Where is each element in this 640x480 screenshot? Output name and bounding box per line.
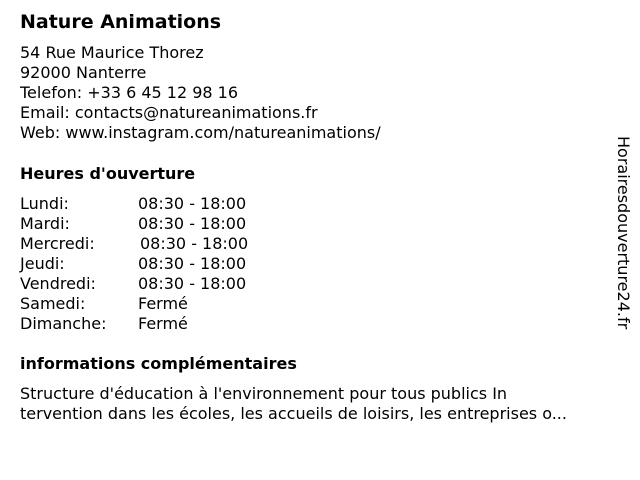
additional-info-text (20, 384, 620, 424)
site-watermark: Horairesdouverture24.fr (614, 136, 633, 330)
day-hours: 08:30 - 18:00 (138, 214, 247, 233)
hours-row-tuesday (20, 214, 320, 234)
day-label: Lundi: (20, 194, 69, 213)
description-line: tervention dans les écoles, les accueils de loisirs, les entreprises o... (20, 404, 567, 423)
email-address: Email: contacts@natureanimations.fr (20, 103, 318, 122)
day-label: Vendredi: (20, 274, 96, 293)
hours-row-friday (20, 274, 320, 294)
day-hours: Fermé (138, 294, 188, 313)
phone-number: Telefon: +33 6 45 12 98 16 (20, 83, 239, 102)
description-line: Structure d'éducation à l'environnement pour tous publics In (20, 384, 508, 403)
day-hours: 08:30 - 18:00 (138, 194, 247, 213)
day-label: Mercredi: (20, 234, 95, 253)
contact-block (20, 43, 381, 143)
day-hours: 08:30 - 18:00 (140, 234, 249, 253)
address-city: 92000 Nanterre (20, 63, 147, 82)
address-street: 54 Rue Maurice Thorez (20, 43, 204, 62)
day-label: Samedi: (20, 294, 86, 313)
day-hours: 08:30 - 18:00 (138, 254, 247, 273)
day-label: Dimanche: (20, 314, 107, 333)
day-hours: 08:30 - 18:00 (138, 274, 247, 293)
hours-row-monday (20, 194, 320, 214)
opening-hours-table (20, 194, 320, 334)
day-hours: Fermé (138, 314, 188, 333)
hours-row-saturday (20, 294, 320, 314)
website-address: Web: www.instagram.com/natureanimations/ (20, 123, 381, 142)
business-name: Nature Animations (20, 11, 222, 33)
day-label: Jeudi: (20, 254, 65, 273)
hours-row-wednesday (20, 234, 320, 254)
opening-hours-heading: Heures d'ouverture (20, 164, 196, 183)
day-label: Mardi: (20, 214, 70, 233)
hours-row-sunday (20, 314, 320, 334)
hours-row-thursday (20, 254, 320, 274)
additional-info-heading: informations complémentaires (20, 354, 297, 373)
